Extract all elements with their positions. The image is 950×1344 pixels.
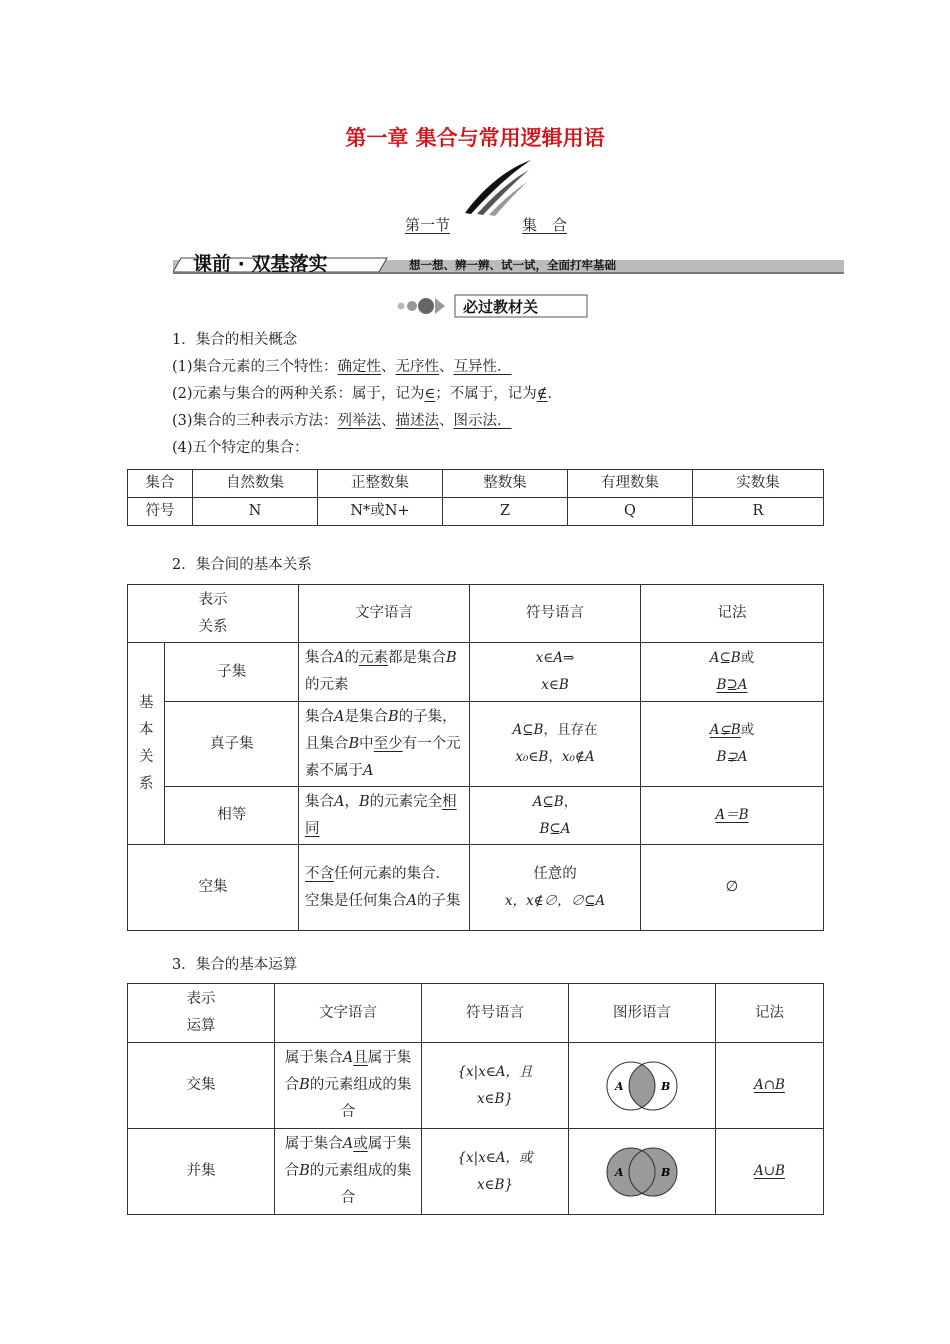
- p1-line3: (3)集合的三种表示方法：列举法、描述法、图示法．: [172, 413, 512, 429]
- p1-line1: (1)集合元素的三个特性：确定性、无序性、互异性．: [172, 359, 512, 375]
- svg-text:A: A: [615, 1079, 624, 1093]
- table-row: 交集 属于集合A且属于集合B的元素组成的集合 {x|x∈A，且 x∈B} A B A∩B: [128, 1043, 824, 1129]
- table-row: 真子集 集合A是集合B的子集，且集合B中至少有一个元素不属于A A⊆B，且存在 x₀∈B，x₀∉A A⊊B或 B⊋A: [128, 702, 824, 787]
- svg-text:B: B: [661, 1165, 671, 1179]
- section-name: 集 合: [522, 216, 568, 234]
- relations-table: [127, 584, 824, 931]
- corner-cell: 表示 关系: [128, 585, 299, 643]
- banner: [173, 250, 844, 276]
- union-venn-diagram: [601, 1145, 683, 1199]
- operations-table: [127, 983, 824, 1215]
- p3-heading: 3．集合的基本运算: [172, 957, 298, 973]
- p1-line2: (2)元素与集合的两种关系：属于，记为∈；不属于，记为∉.: [172, 386, 553, 402]
- swoosh-decoration: [463, 158, 533, 216]
- table-row: 表示 运算 文字语言 符号语言 图形语言 记法: [128, 984, 824, 1043]
- table-row: 基 本 关 系 子集 集合A的元素都是集合B的元素 x∈A⇒ x∈B A⊆B或 B⊇A: [128, 643, 824, 702]
- table-row: 相等 集合A，B的元素完全相同 A⊆B， B⊆A A＝B: [128, 787, 824, 845]
- table-row: 表示 关系 文字语言 符号语言 记法: [128, 585, 824, 643]
- banner-slogan: 想一想、辨一辨、试一试，全面打牢基础: [409, 258, 616, 272]
- subheading-text: 必过教材关: [463, 298, 539, 316]
- chapter-title: 第一章 集合与常用逻辑用语: [345, 126, 605, 150]
- table-row: 符号 N N*或N+ Z Q R: [128, 498, 824, 526]
- table-row: 集合 自然数集 正整数集 整数集 有理数集 实数集: [128, 470, 824, 498]
- section-label: 第一节: [405, 216, 451, 234]
- p2-heading: 2．集合间的基本关系: [172, 557, 312, 573]
- p1-line4: (4)五个特定的集合：: [172, 440, 309, 456]
- svg-text:A: A: [615, 1165, 624, 1179]
- subheading: [393, 292, 593, 322]
- svg-text:B: B: [661, 1079, 671, 1093]
- intersection-venn-diagram: [601, 1059, 683, 1113]
- table-row: 并集 属于集合A或属于集合B的元素组成的集合 {x|x∈A，或 x∈B} A B A∪B: [128, 1129, 824, 1215]
- special-sets-table: [127, 469, 824, 526]
- banner-main: 课前 · 双基落实: [193, 253, 328, 275]
- corner-cell: 表示 运算: [128, 984, 275, 1043]
- p1-heading: 1．集合的相关概念: [172, 332, 298, 348]
- group-label: 基 本 关 系: [128, 643, 165, 845]
- table-row: 空集 不含任何元素的集合．空集是任何集合A的子集 任意的 x，x∉∅，∅⊆A ∅: [128, 845, 824, 931]
- section-title: [405, 214, 567, 235]
